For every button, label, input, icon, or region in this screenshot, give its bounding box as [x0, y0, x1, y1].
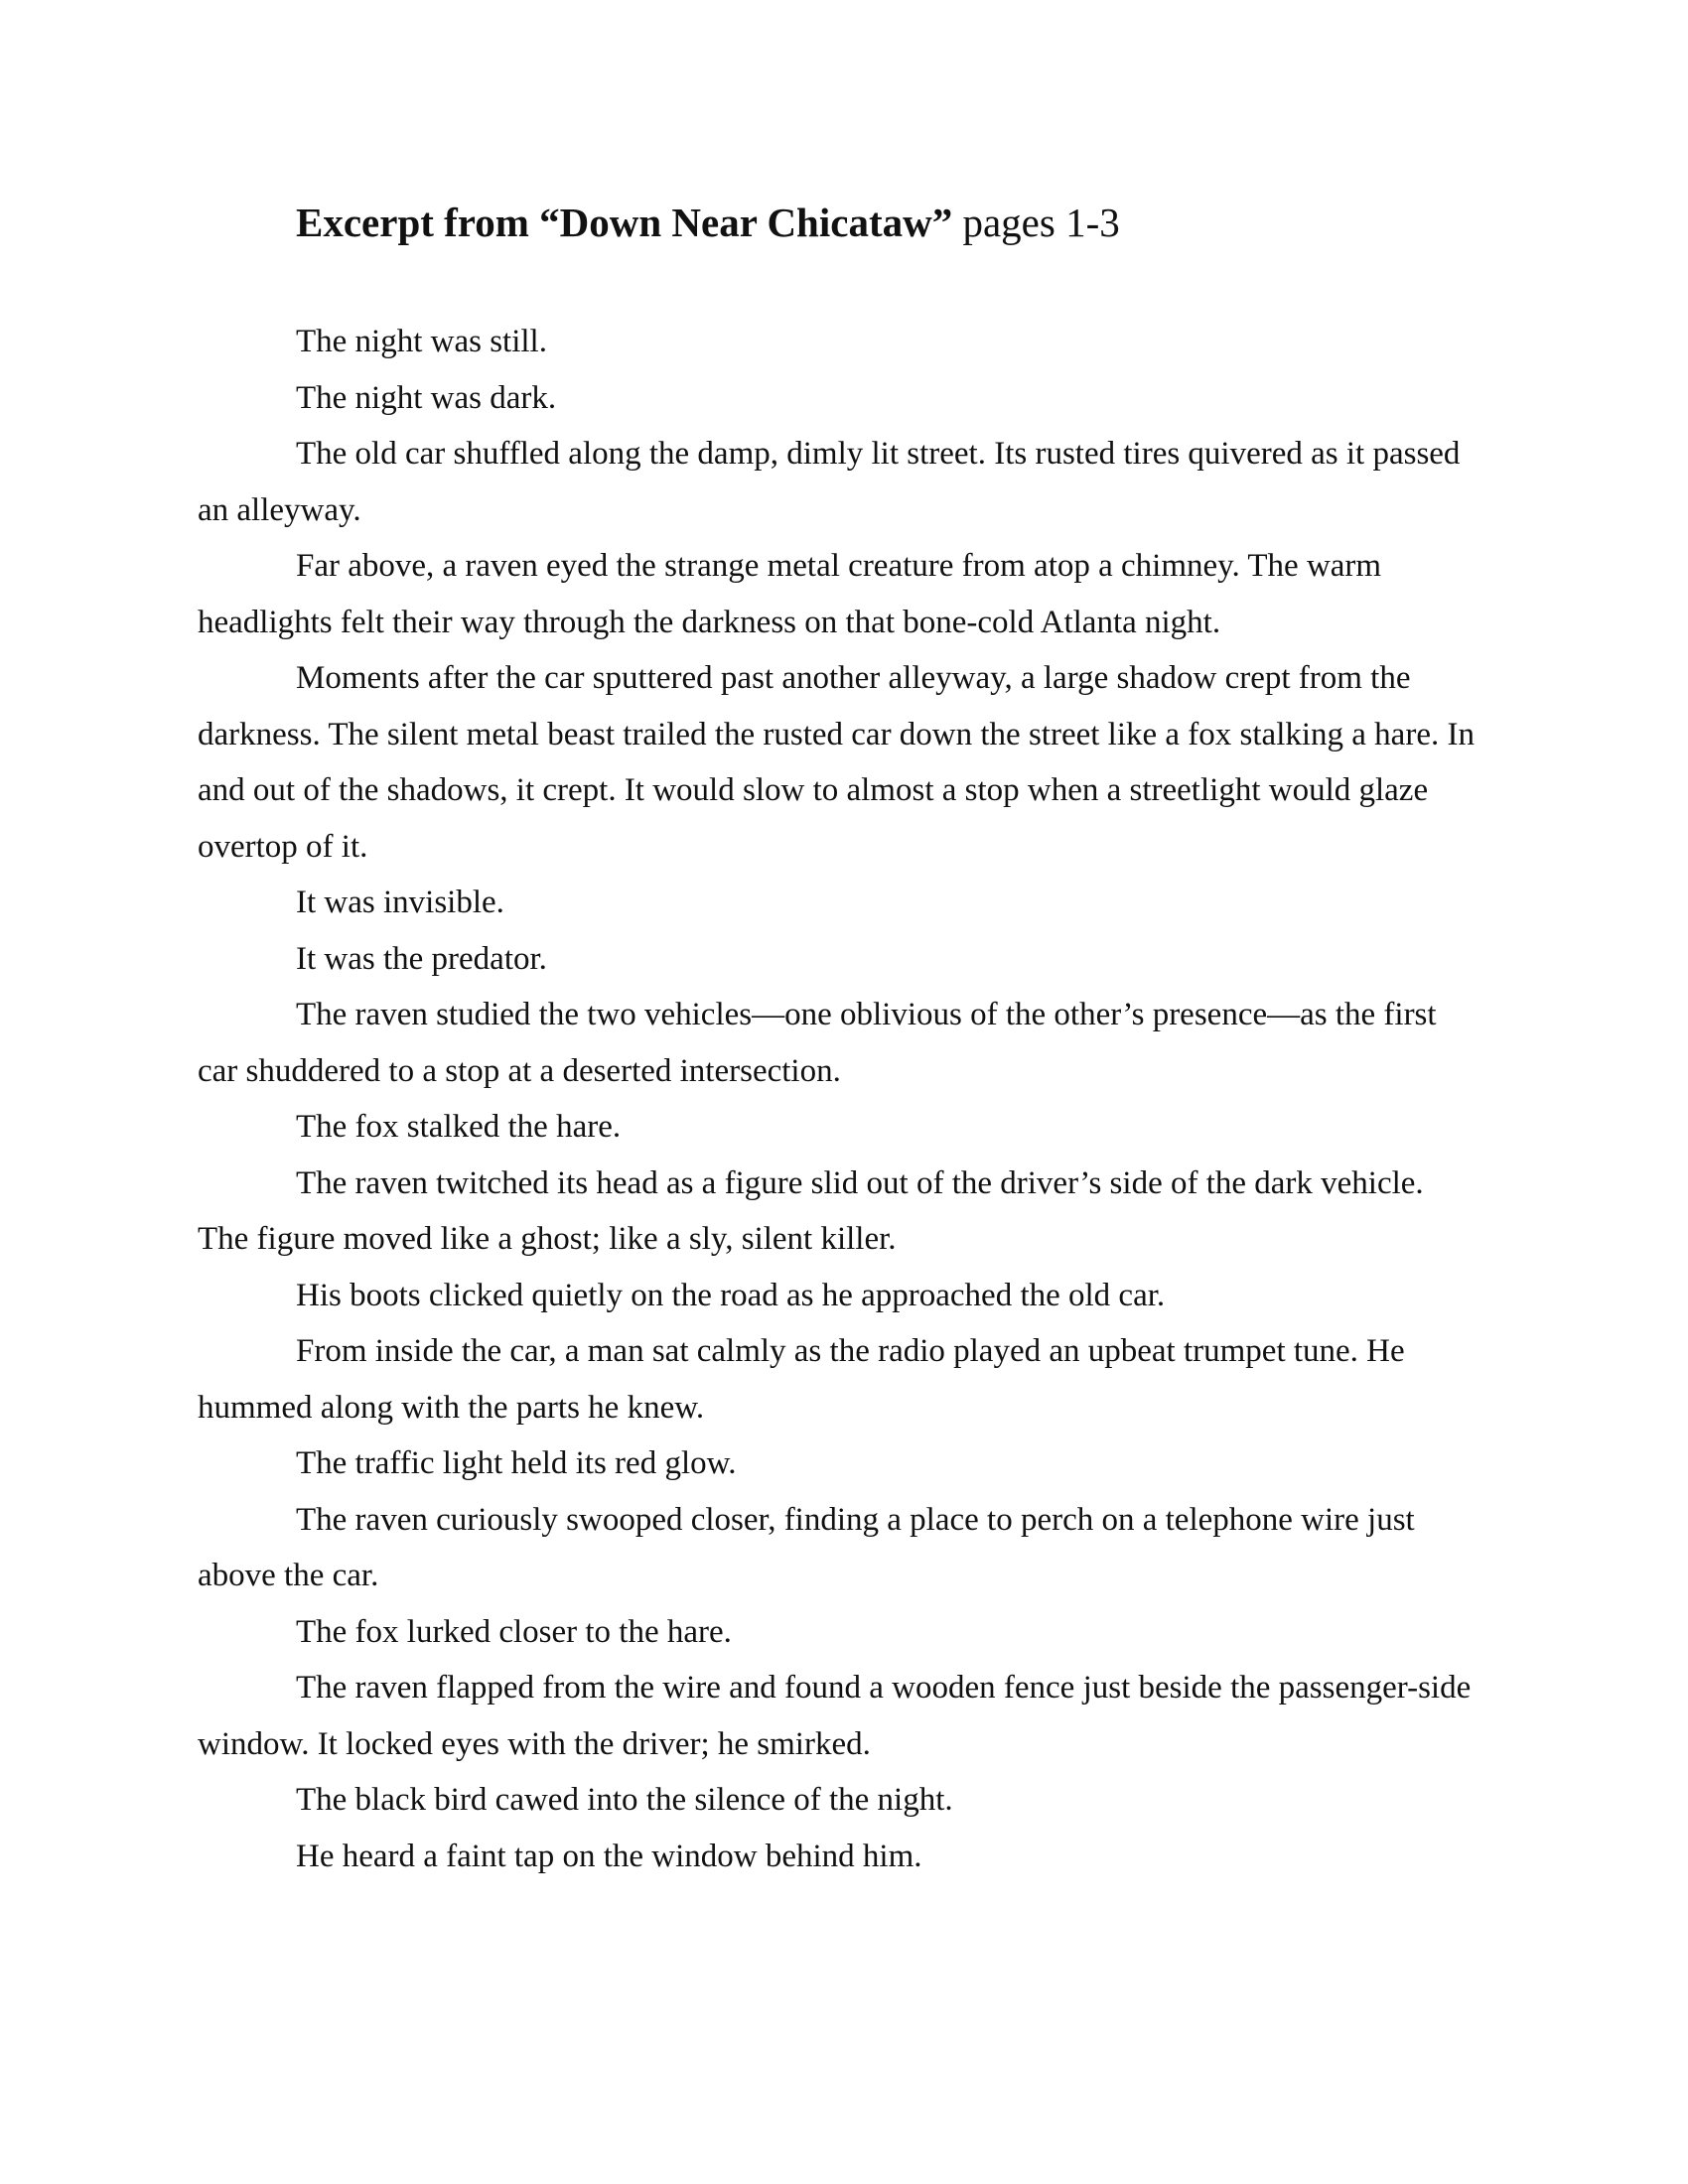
paragraph: The raven flapped from the wire and found a wooden fence just beside the passenger-side window. It locked eyes with the driver; he smirked.: [198, 1670, 1472, 1762]
paragraph: The fox stalked the hare.: [296, 1109, 622, 1145]
paragraph: The traffic light held its red glow.: [296, 1445, 737, 1481]
paragraph: It was invisible.: [296, 885, 504, 920]
paragraph: He heard a faint tap on the window behind him.: [296, 1838, 922, 1874]
title-bold-part: Excerpt from “Down Near Chicataw”: [296, 200, 953, 245]
page-title: [296, 195, 1120, 250]
paragraph: The night was still.: [296, 324, 547, 359]
paragraph: Far above, a raven eyed the strange metal creature from atop a chimney. The warm headlights felt their way through the darkness on that bone-cold Atlanta night.: [198, 548, 1382, 640]
paragraph: It was the predator.: [296, 940, 547, 977]
paragraph: The black bird cawed into the silence of the night.: [296, 1782, 953, 1818]
title-regular-part: pages 1-3: [952, 200, 1120, 245]
paragraph: Moments after the car sputtered past another alleyway, a large shadow crept from the darkness. The silent metal beast trailed the rusted car down the street like a fox stalking a hare. In and out of the shadows, it crept. It would slow to almost a stop when a streetlight would glaze overtop of it.: [198, 660, 1475, 865]
paragraph: The raven curiously swooped closer, finding a place to perch on a telephone wire just above the car.: [198, 1501, 1415, 1593]
paragraph: The raven twitched its head as a figure slid out of the driver’s side of the dark vehicle. The figure moved like a ghost; like a sly, silent killer.: [198, 1164, 1424, 1257]
paragraph: His boots clicked quietly on the road as he approached the old car.: [296, 1277, 1166, 1313]
paragraph: The night was dark.: [296, 379, 557, 416]
paragraph: The fox lurked closer to the hare.: [296, 1613, 732, 1650]
paragraph: The raven studied the two vehicles—one oblivious of the other’s presence—as the first car shuddered to a stop at a deserted intersection.: [198, 997, 1437, 1089]
paragraph: The old car shuffled along the damp, dimly lit street. Its rusted tires quivered as it passed an alleyway.: [198, 436, 1461, 528]
excerpt-body: [198, 314, 1478, 1884]
paragraph: From inside the car, a man sat calmly as the radio played an upbeat trumpet tune. He hummed along with the parts he knew.: [198, 1333, 1405, 1426]
